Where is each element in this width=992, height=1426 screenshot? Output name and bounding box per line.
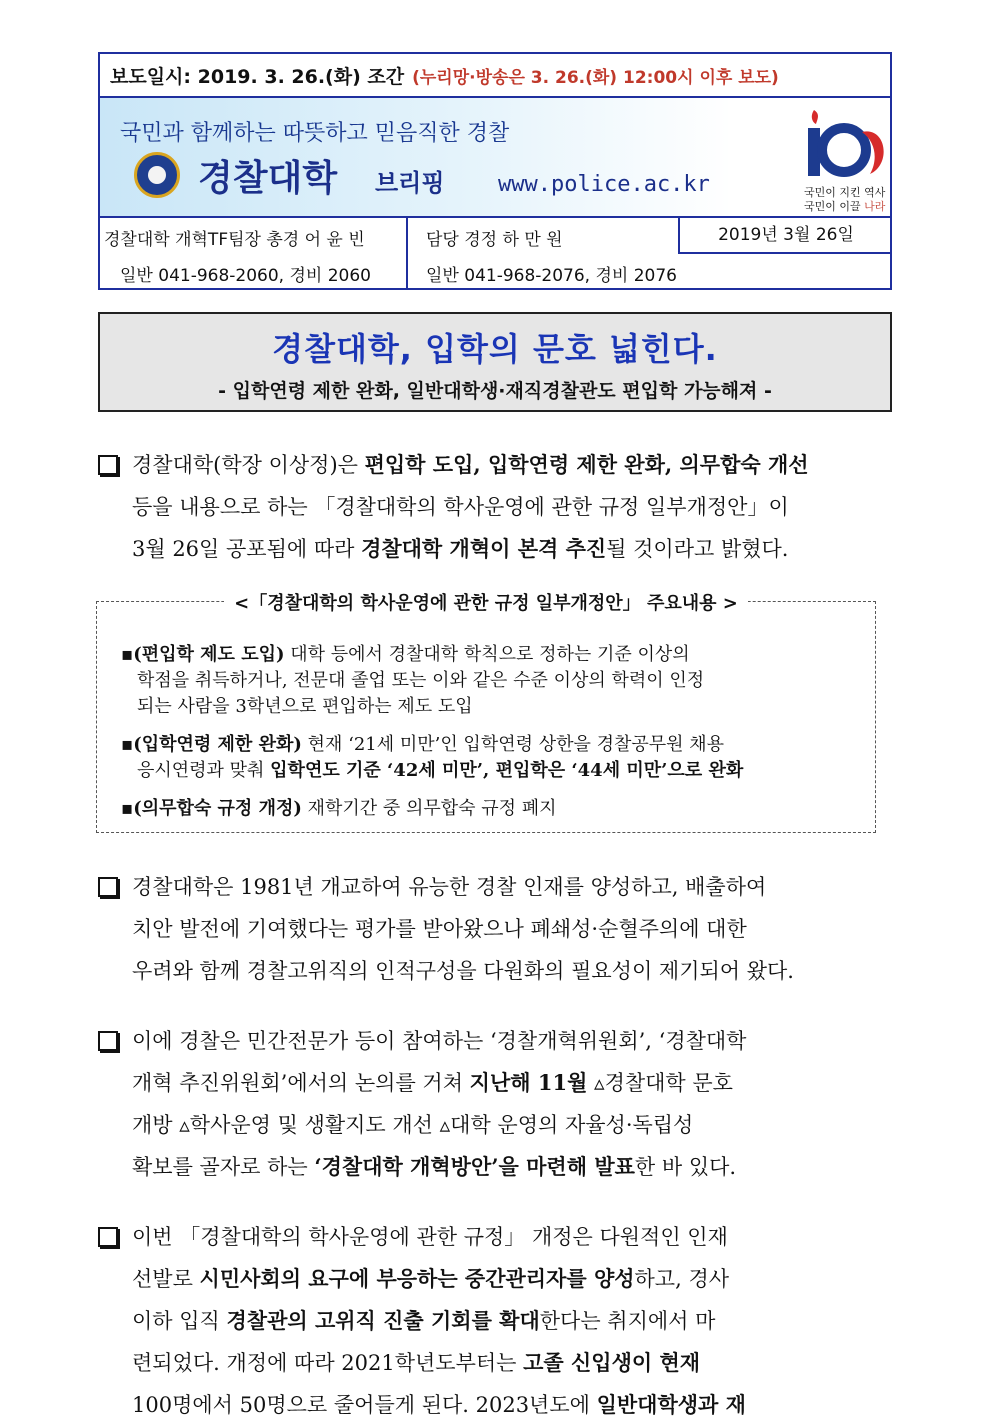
paragraph-line: 련되었다. 개정에 따라 2021학년도부터는 고졸 신입생이 현재 [132, 1350, 701, 1375]
contact-head-name: 경찰대학 개혁TF팀장 총경 어 윤 빈 [104, 230, 365, 250]
paragraph-line: 우려와 함께 경찰고위직의 인적구성을 다원화의 필요성이 제기되어 왔다. [132, 959, 794, 983]
embargo-notice: (누리망·방송은 3. 26.(화) 12:00시 이후 보도) [412, 67, 779, 88]
contact-head-cell [100, 218, 408, 290]
paragraph-line: 개혁 추진위원회’에서의 논의를 거쳐 지난해 11월 ▵경찰대학 문호 [132, 1070, 733, 1095]
contact-date: 2019년 3월 26일 [678, 218, 892, 254]
paragraph-line: 이번 「경찰대학의 학사운영에 관한 규정」 개정은 다원적인 인재 [132, 1225, 728, 1249]
checkbox-bullet-icon [98, 1227, 118, 1247]
checkbox-bullet-icon [98, 455, 118, 475]
summary-box [96, 593, 876, 833]
slogan: 국민과 함께하는 따뜻하고 믿음직한 경찰 [120, 121, 510, 146]
paragraph-line: 100명에서 50명으로 줄어들게 된다. 2023년도에 일반대학생과 재 [132, 1392, 746, 1417]
subheadline: - 입학연령 제한 완화, 일반대학생·재직경찰관도 편입학 가능해져 - [218, 380, 772, 402]
centennial-logo [800, 102, 890, 214]
police-emblem-icon [134, 152, 180, 198]
release-date-bar [100, 54, 890, 98]
contact-staff-name: 담당 경정 하 만 원 [426, 230, 563, 250]
summary-heading: <「경찰대학의 학사운영에 관한 규정 일부개정안」 주요내용 > [97, 589, 875, 615]
brand-banner [100, 98, 890, 218]
paragraph-line: 확보를 골자로 하는 ‘경찰대학 개혁방안’을 마련해 발표한 바 있다. [132, 1154, 737, 1179]
contact-staff-cell [408, 218, 678, 290]
paragraph-line: 개방 ▵학사운영 및 생활지도 개선 ▵대학 운영의 자율성·독립성 [132, 1113, 694, 1137]
contact-table [100, 218, 890, 290]
paragraph-2 [98, 866, 894, 992]
paragraph-line: 등을 내용으로 하는 「경찰대학의 학사운영에 관한 규정 일부개정안」이 [132, 495, 789, 519]
checkbox-bullet-icon [98, 877, 118, 897]
logo-text-line2: 국민이 이끌 나라 [804, 200, 886, 213]
paragraph-line: 치안 발전에 기여했다는 평가를 받아왔으나 폐쇄성·순혈주의에 대한 [132, 917, 747, 941]
brand-subtitle: 브리핑 [375, 169, 445, 197]
checkbox-bullet-icon [98, 1031, 118, 1051]
paragraph-line: 3월 26일 공포됨에 따라 경찰대학 개혁이 본격 추진될 것이라고 밝혔다. [132, 536, 789, 561]
paragraph-line: 이에 경찰은 민간전문가 등이 참여하는 ‘경찰개혁위원회’, ‘경찰대학 [132, 1029, 747, 1053]
press-release-header [98, 52, 892, 290]
release-date: 보도일시: 2019. 3. 26.(화) 조간 [110, 65, 405, 88]
paragraph-3 [98, 1020, 894, 1188]
summary-item-dormitory: ▪(의무합숙 규정 개정) 재학기간 중 의무합숙 규정 폐지 [121, 798, 557, 819]
centennial-100-icon [800, 102, 890, 182]
brand-name: 경찰대학 [198, 158, 338, 199]
paragraph-line: 선발로 시민사회의 요구에 부응하는 중간관리자를 양성하고, 경사 [132, 1266, 730, 1291]
headline: 경찰대학, 입학의 문호 넓힌다. [272, 330, 718, 368]
paragraph-line: 경찰대학(학장 이상정)은 편입학 도입, 입학연령 제한 완화, 의무합숙 개선 [132, 452, 809, 477]
logo-text-line1: 국민이 지킨 역사 [804, 186, 886, 199]
paragraph-line: 이하 입직 경찰관의 고위직 진출 기회를 확대한다는 취지에서 마 [132, 1308, 716, 1333]
contact-head-phone: 일반 041-968-2060, 경비 2060 [120, 266, 371, 286]
paragraph-1 [98, 444, 894, 570]
website-url: www.police.ac.kr [498, 172, 710, 197]
headline-box [98, 312, 892, 412]
summary-item-age-limit: ▪(입학연령 제한 완화) 현재 ‘21세 미만’인 입학연령 상한을 경찰공무원 채용 응시연령과 맞춰 입학연도 기준 ‘42세 미만’, 편입학은 ‘44세 미만’으로 완화 [121, 734, 744, 781]
contact-staff-phone: 일반 041-968-2076, 경비 2076 [426, 266, 677, 286]
paragraph-line: 경찰대학은 1981년 개교하여 유능한 경찰 인재를 양성하고, 배출하여 [132, 875, 767, 899]
paragraph-4 [98, 1216, 894, 1426]
summary-item-transfer: ▪(편입학 제도 도입) 대학 등에서 경찰대학 학칙으로 정하는 기준 이상의 학점을 취득하거나, 전문대 졸업 또는 이와 같은 수준 이상의 학력이 인정 되는 사람을 3학년으로 편입하는 제도 도입 [121, 644, 705, 717]
